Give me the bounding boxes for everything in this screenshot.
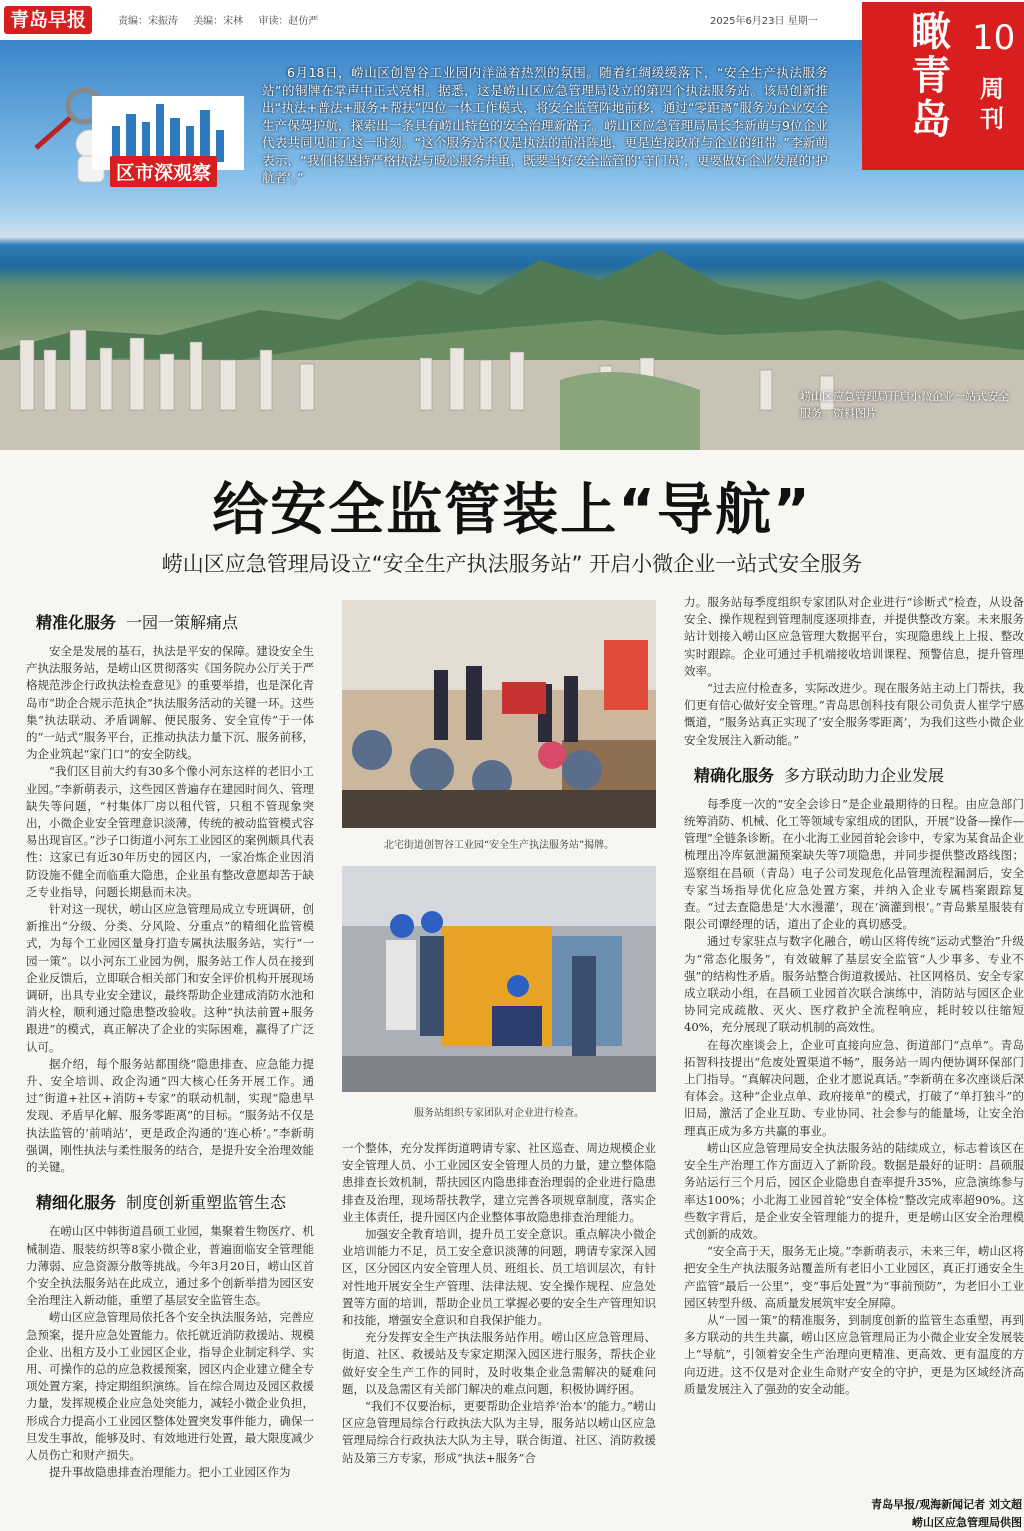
paragraph: 在崂山区中韩街道昌硕工业园，集聚着生物医疗、机械制造、服装纺织等8家小微企业，普遍面临安全管理能力薄弱、应急资源分散等挑战。今年3月20日，崂山区首个安全执法服务站在此成立，通过多个创新举措为园区安全治理注入新动能，重塑了基层安全监管生态。 [26, 1224, 314, 1308]
section-name: 瞰青岛 [911, 9, 951, 143]
paragraph: 通过专家驻点与数字化融合，崂山区将传统“运动式整治”升级为“常态化服务”，有效破解了基层安全监管“人少事多、专业不强”的结构性矛盾。服务站整合街道救援站、社区网格员、安全专家成立联动小组，在昌硕工业园首次联合演练中，消防站与园区企业协同完成疏散、灭火、医疗救护全流程响应，耗时较以往缩短40%，充分展现了联动机制的高效性。 [684, 934, 1024, 1035]
ceremony-illustration [342, 600, 656, 828]
page-title: 给安全监管装上“导航” [212, 478, 812, 543]
paragraph: 力。服务站每季度组织专家团队对企业进行“诊断式”检查，从设备安全、操作规程到管理制度逐项排查，并提供整改方案。未来服务站计划接入崂山区应急管理大数据平台，实现隐患线上上报、整改实时跟踪。企业可通过手机端接收培训课程、预警信息，提升管理效率。 [684, 595, 1024, 678]
paragraph: 从“一园一策”的精准服务，到制度创新的监管生态重塑，再到多方联动的共生共赢，崂山区应急管理局正为小微企业安全发展装上“导航”，引领着安全生产治理向更精准、更高效、更有温度的方向迈进。这不仅是对企业生命财产安全的守护，更是为区域经济高质量发展注入了强劲的安全动能。 [684, 1312, 1024, 1396]
paragraph: 崂山区应急管理局依托各个安全执法服务站，完善应急预案，提升应急处置能力。依托就近消防救援站、规模企业、出租方及小工业园区企业，指导企业制定科学、实用、可操作的总的应急救援预案，园区内企业建立健全专项处置方案，持定期组织演练。旨在综合周边及园区救援力量，发挥规模企业应急处突能力，减轻小微企业负担，形成合力提高小工业园区整体处置突发事件能力，确保一旦发生事故，能够及时、有效地进行处置，最大限度减少人员伤亡和财产损失。 [26, 1310, 314, 1462]
section-badge [862, 2, 1024, 170]
paragraph: 每季度一次的“安全会诊日”是企业最期待的日程。由应急部门统筹消防、机械、化工等领域专家组成的团队，开展“设备—操作—管理”全链条诊断。在小北海工业园首轮会诊中，专家为某食品企业梳理出冷库氨泄漏预案缺失等7项隐患，并同步提供整改路线图；巡察组在昌硕（青岛）电子公司发现危化品管理流程漏洞后，安全专家当场指导优化应急处置方案，并纳入企业专属档案跟踪复查。“过去查隐患是‘大水漫灌’，现在‘滴灌到根’。”青岛紫星服装有限公司谭经理的话，道出了企业的真切感受。 [684, 796, 1024, 932]
editor-credit: 责编：宋振涛 [118, 16, 178, 27]
paragraph: 针对这一现状，崂山区应急管理局成立专班调研，创新推出“分级、分类、分风险、分重点”的精细化监管模式，为每个工业园区量身打造专属执法服务站，实行“一园一策”。以小河东工业园为例，服务站工作人员在接到企业反馈后，立即联合相关部门和安全评价机构开展现场调研，出具专业安全建议，最终帮助企业建成消防水池和消火栓，顺利通过隐患整改验收。这种“执法前置+服务跟进”的模式，真正解决了企业的实际困难，赢得了广泛认可。 [26, 902, 314, 1054]
paragraph: 一个整体，充分发挥街道聘请专家、社区巡查、周边规模企业安全管理人员、小工业园区安全管理人员的力量，建立整体隐患排查长效机制，帮扶园区内隐患排查治理弱的企业进行隐患排查及治理，现场帮扶教学，建立完善各项规章制度，落实企业主体责任，提升园区内企业整体事故隐患排查治理能力。 [342, 1141, 656, 1224]
paragraph: 崂山区应急管理局安全执法服务站的陆续成立，标志着该区在安全生产治理工作方面迈入了新阶段。数据是最好的证明：昌硕服务站运行三个月后，园区企业隐患自查率提升35%，应急演练参与率达100%；小北海工业园首轮“安全体检”整改完成率超90%。这些数字背后，是企业安全管理能力的提升，更是崂山区安全治理模式创新的成效。 [684, 1140, 1024, 1241]
page-number: 10 [972, 18, 1016, 58]
newspaper-logo: 青岛早报 [4, 6, 92, 34]
photo-caption-1: 北宅街道创智谷工业园“安全生产执法服务站”揭牌。 [383, 840, 615, 851]
section-heading-1: 精准化服务 一园一策解痛点 [36, 613, 239, 632]
paragraph: “我们区目前大约有30多个像小河东这样的老旧小工业园。”李新萌表示，这些园区普遍存在建园时间久、管理缺失等问题，“村集体厂房以租代管，只租不管现象突出，小微企业安全管理意识淡薄，传统的被动监管模式容易出现盲区。”沙子口街道小河东工业园区的案例颇具代表性：这家已有近30年历史的园区内，一家冶炼企业因消防设施不健全而临重大隐患，企业虽有整改意愿却苦于缺乏专业指导，问题长期悬而未决。 [26, 764, 314, 899]
paragraph: 提升事故隐患排查治理能力。把小工业园区作为 [49, 1465, 291, 1480]
section-heading-2: 精细化服务 制度创新重塑监管生态 [36, 1193, 287, 1213]
section-type: 周刊 [980, 75, 1004, 133]
hero-caption: 崂山区应急管理局开启小微企业一站式安全服务。资料图片 [800, 390, 1009, 420]
column-label: 区市深观察 [110, 156, 217, 187]
city-skyline [0, 320, 1024, 450]
section-heading-3: 精确化服务 多方联动助力企业发展 [694, 765, 945, 785]
photo-inspection [342, 866, 656, 1092]
proofreader-credit: 审读：赵仿严 [258, 16, 319, 27]
paragraph: 加强安全教育培训，提升员工安全意识。重点解决小微企业培训能力不足，员工安全意识淡薄的问题，聘请专家深入园区，区分园区内安全管理人员、班组长、员工培训层次，有针对性地开展安全生产管理、法律法规、安全操作规程、应急处置等方面的培训，帮助企业员工掌握必要的安全生产管理知识和技能，增强安全意识和自我保护能力。 [342, 1227, 656, 1328]
paragraph: 在每次座谈会上，企业可直接向应急、街道部门“点单”。青岛拓智科技提出“危废处置渠道不畅”，服务站一周内便协调环保部门上门指导。“真解决问题，企业才愿说真话。”李新萌在多次座谈后深有体会。这种“企业点单、政府接单”的模式，打破了“单打独斗”的旧局，激活了企业互助、专业协同、社会参与的能量场，让安全治理真正成为多方共赢的事业。 [684, 1037, 1024, 1138]
credits [118, 12, 330, 27]
paragraph: 充分发挥安全生产执法服务站作用。崂山区应急管理局、街道、社区、救援站及专家定期深入园区进行服务，帮扶企业做好安全生产工作的同时，及时收集企业急需解决的疑难问题，以及急需区有关部门解决的难点问题，积极协调纾困。 [342, 1330, 656, 1396]
page-subtitle: 崂山区应急管理局设立“安全生产执法服务站” 开启小微企业一站式安全服务 [161, 552, 863, 576]
paragraph: “我们不仅要治标，更要帮助企业培养‘治本’的能力。”崂山区应急管理局综合行政执法大队为主导，服务站以崂山区应急管理局综合行政执法大队为主导，联合街道、社区、消防救援站及第三方专家，形成“执法+服务”合 [342, 1399, 656, 1465]
article-column-1 [26, 606, 314, 1481]
paragraph: 据介绍，每个服务站都围绕“隐患排查、应急能力提升、安全培训、政企沟通”四大核心任务开展工作。通过“街道+社区+消防+专家”的联动机制，实现“隐患早发现、矛盾早化解、服务零距离”的目标。“服务站不仅是执法监管的‘前哨站’，更是政企沟通的‘连心桥’。”李新萌强调，刚性执法与柔性服务的结合，是提升安全治理效能的关键。 [26, 1056, 314, 1175]
designer-credit: 美编：宋林 [193, 16, 244, 27]
lead-paragraph: 6月18日，崂山区创智谷工业园内洋溢着热烈的氛围。随着红绸缓缓落下，“安全生产执法服务站”的铜牌在掌声中正式亮相。据悉，这是崂山区应急管理局设立的第四个执法服务站。该局创新推出“执法+普法+服务+帮扶”四位一体工作模式，将安全监管阵地前移，通过“零距离”服务为企业安全生产保驾护航，探索出一条具有崂山特色的安全治理新路子。崂山区应急管理局局长李新萌与9位企业代表共同见证了这一时刻。“这个服务站不仅是执法的前沿阵地，更是连接政府与企业的纽带。”李新萌表示，“我们将坚持严格执法与暖心服务并重，既要当好安全监管的‘守门员’，更要做好企业发展的‘护航者’。” [262, 65, 828, 185]
paragraph: “安全高于天，服务无止境。”李新萌表示，未来三年，崂山区将把安全生产执法服务站覆盖所有老旧小工业园区，真正打通安全生产监管“最后一公里”，变“事后处置”为“事前预防”，为老旧小工业园区转型升级、高质量发展筑牢安全屏障。 [684, 1244, 1024, 1310]
photo-ceremony [342, 600, 656, 828]
photo-credit: 崂山区应急管理局供图 [912, 1516, 1022, 1529]
article-column-2 [342, 1140, 656, 1467]
byline: 青岛早报/观海新闻记者 刘文超 [871, 1498, 1022, 1511]
issue-date: 2025年6月23日 星期一 [710, 16, 818, 27]
paragraph: “过去应付检查多，实际改进少。现在服务站主动上门帮扶，我们更有信心做好安全管理。”青岛思创科技有限公司负责人崔学宁感慨道，“服务站真正实现了‘安全服务零距离’，为我们这些小微企业安全发展注入新动能。” [684, 681, 1024, 747]
photo-caption-2: 服务站组织专家团队对企业进行检查。 [414, 1108, 584, 1119]
column-label-card [30, 84, 250, 194]
inspection-illustration [342, 866, 656, 1092]
paragraph: 安全是发展的基石，执法是平安的保障。建设安全生产执法服务站，是崂山区贯彻落实《国务院办公厅关于严格规范涉企行政执法检查意见》的重要举措，也是深化青岛市“助企合规示范执企”执法服务活动的关键一环。这些集“执法联动、矛盾调解、便民服务、安全宣传”于一体的“一站式”服务平台，正推动执法力量下沉、服务前移，为企业筑起“家门口”的安全防线。 [26, 644, 314, 762]
article-column-3 [684, 594, 1024, 1398]
